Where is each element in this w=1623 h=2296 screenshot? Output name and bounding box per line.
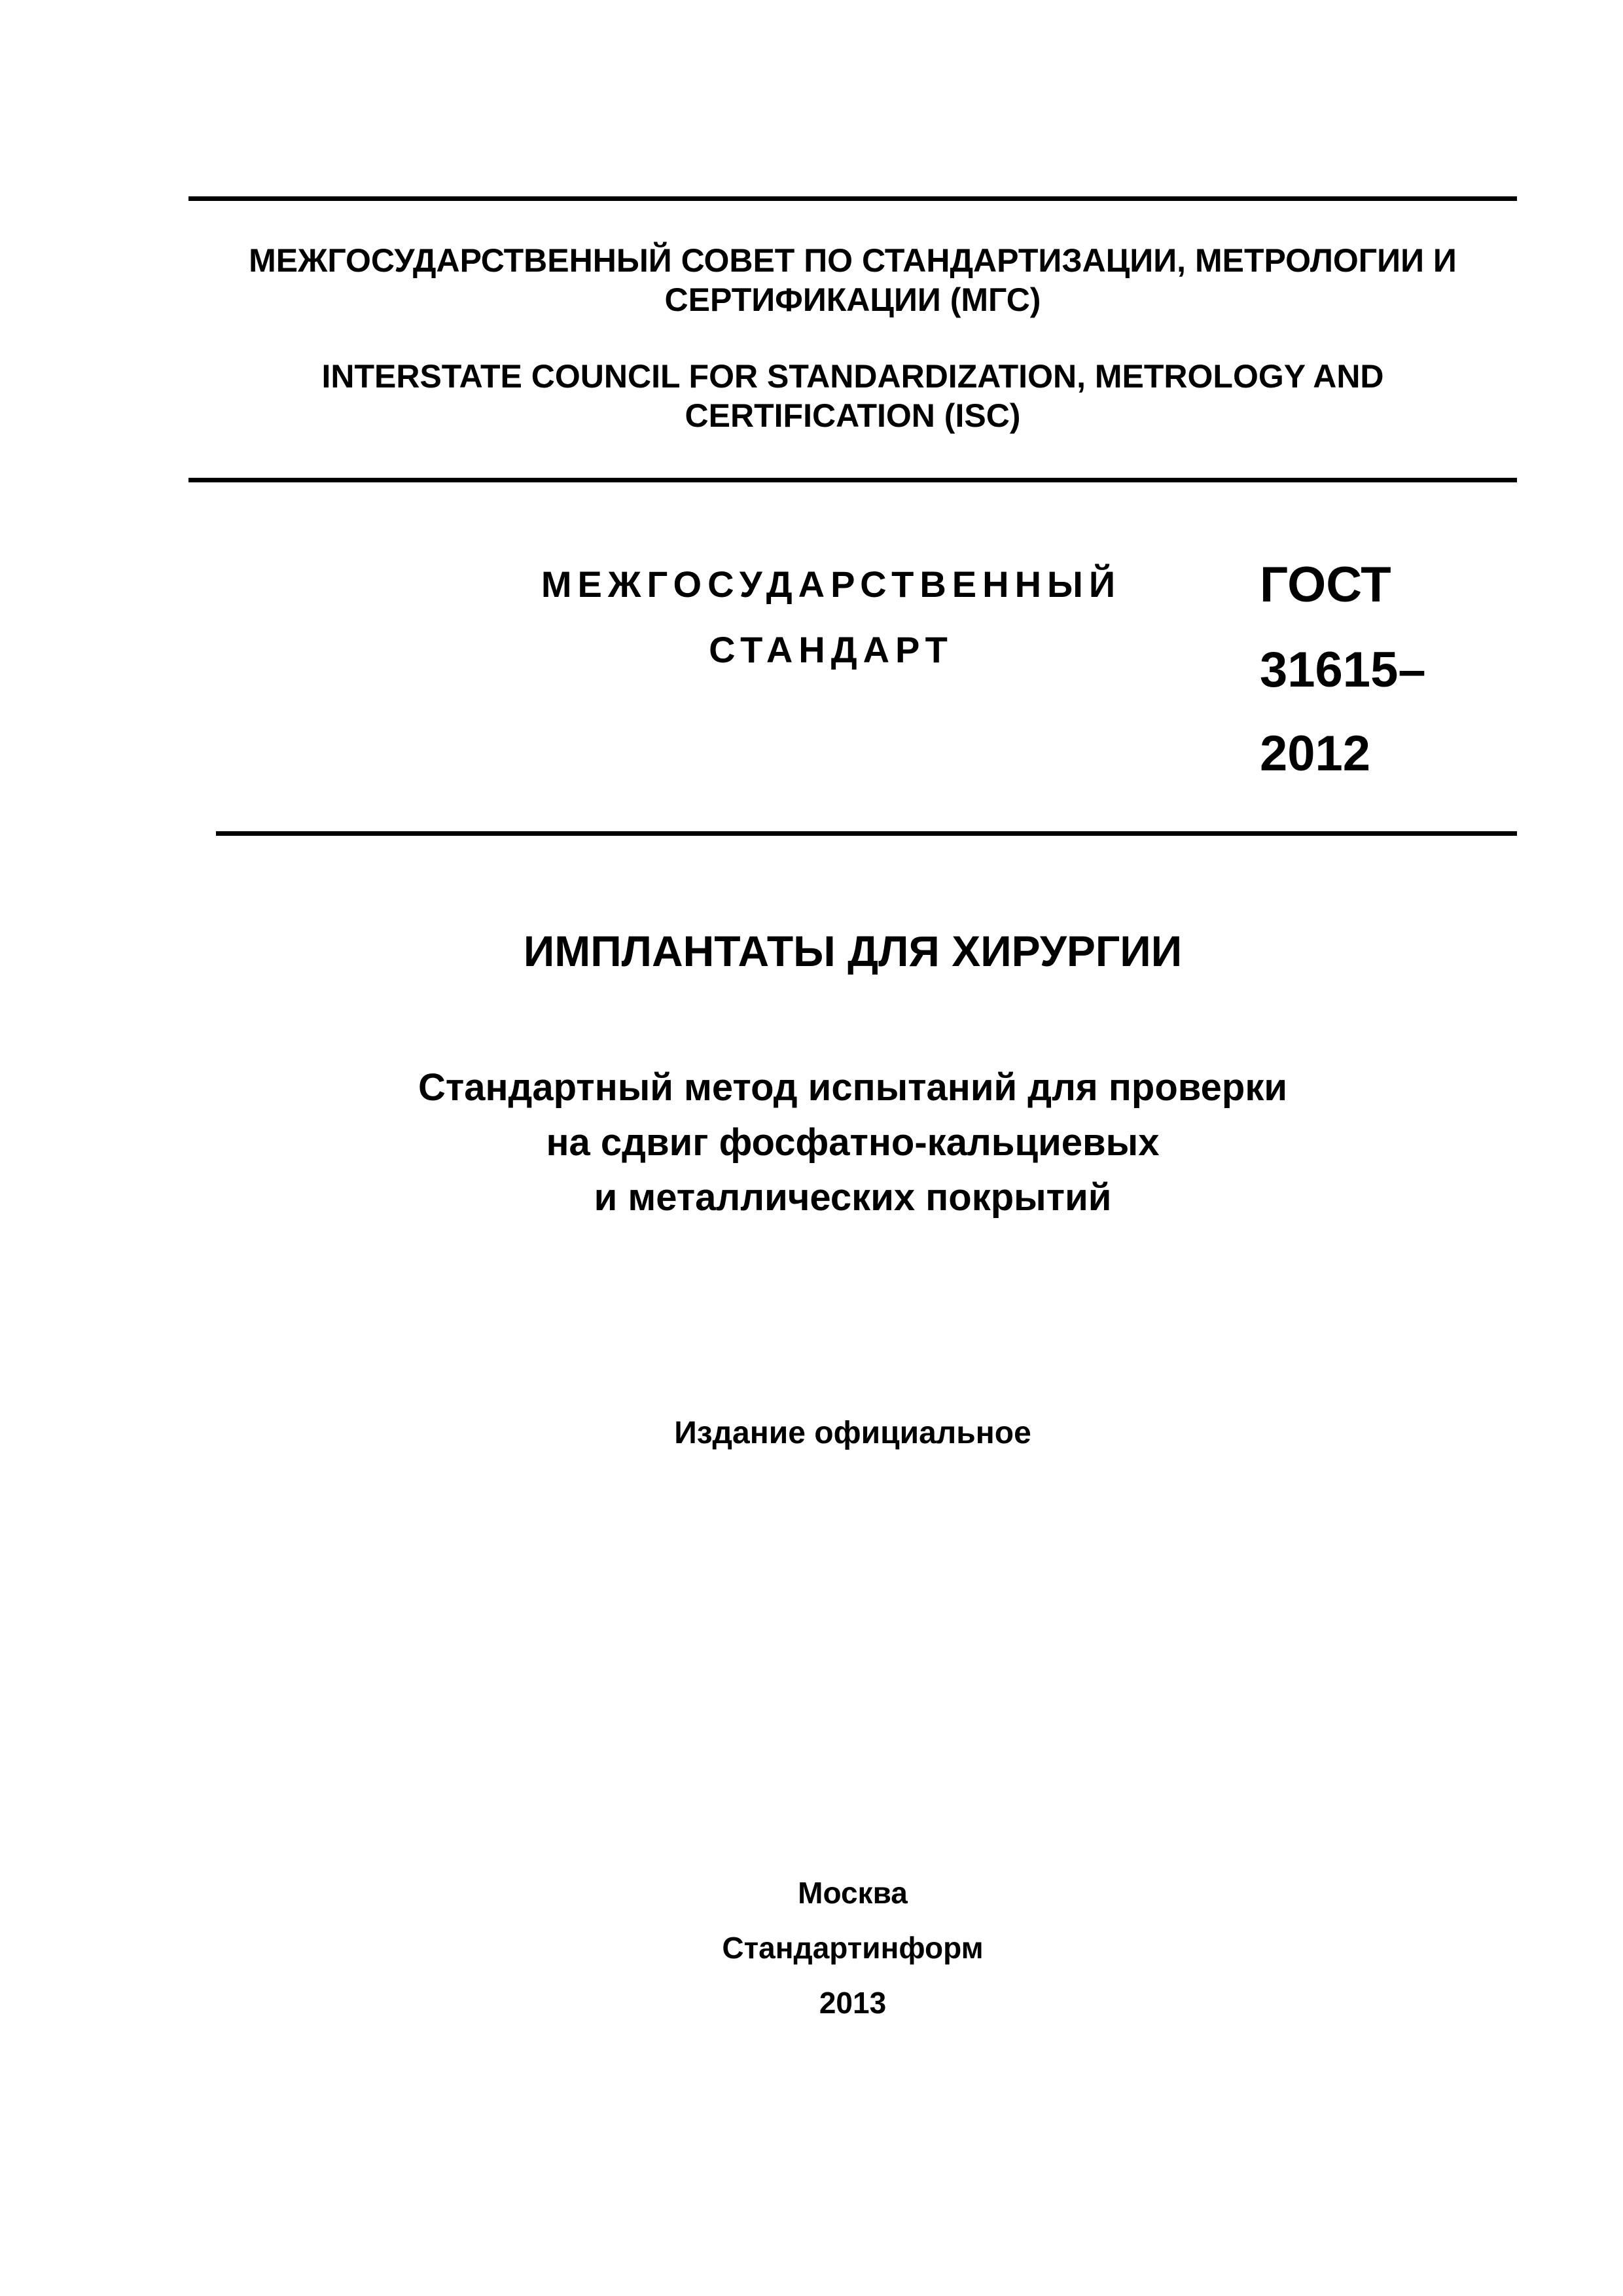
top-divider	[188, 196, 1517, 201]
edition-label: Издание официальное	[674, 1416, 1031, 1450]
subtitle-line-2: на сдвиг фосфатно-кальциевых	[546, 1121, 1160, 1164]
council-ru-line-1: МЕЖГОСУДАРСТВЕННЫЙ СОВЕТ ПО СТАНДАРТИЗАЦИИ, МЕТРОЛОГИИ И	[249, 242, 1457, 279]
standard-kind-line-2: СТАНДАРТ	[709, 629, 954, 670]
designation-divider	[216, 831, 1517, 836]
imprint-block	[188, 1865, 1517, 2030]
standard-designation-line-3: 2012	[1260, 726, 1371, 781]
subtitle-line-1: Стандартный метод испытаний для проверки	[418, 1066, 1288, 1109]
council-name-en	[188, 357, 1517, 435]
imprint-publisher: Стандартинформ	[722, 1931, 984, 1965]
document-title: ИМПЛАНТАТЫ ДЛЯ ХИРУРГИИ	[523, 927, 1183, 975]
standard-designation-line-1: ГОСТ	[1260, 557, 1391, 613]
standard-designation-line-2: 31615–	[1260, 642, 1426, 698]
standard-kind-line-1: МЕЖГОСУДАРСТВЕННЫЙ	[541, 564, 1122, 605]
council-divider	[188, 478, 1517, 482]
council-en-line-1: INTERSTATE COUNCIL FOR STANDARDIZATION, METROLOGY AND	[321, 358, 1384, 395]
council-ru-line-2: СЕРТИФИКАЦИИ (МГС)	[664, 281, 1041, 318]
council-name-ru	[188, 241, 1517, 319]
council-en-line-2: CERTIFICATION (ISC)	[685, 397, 1021, 434]
subtitle-line-3: и металлических покрытий	[594, 1176, 1112, 1219]
imprint-city: Москва	[798, 1876, 908, 1910]
document-subtitle	[188, 1060, 1517, 1225]
imprint-year: 2013	[819, 1986, 887, 2020]
